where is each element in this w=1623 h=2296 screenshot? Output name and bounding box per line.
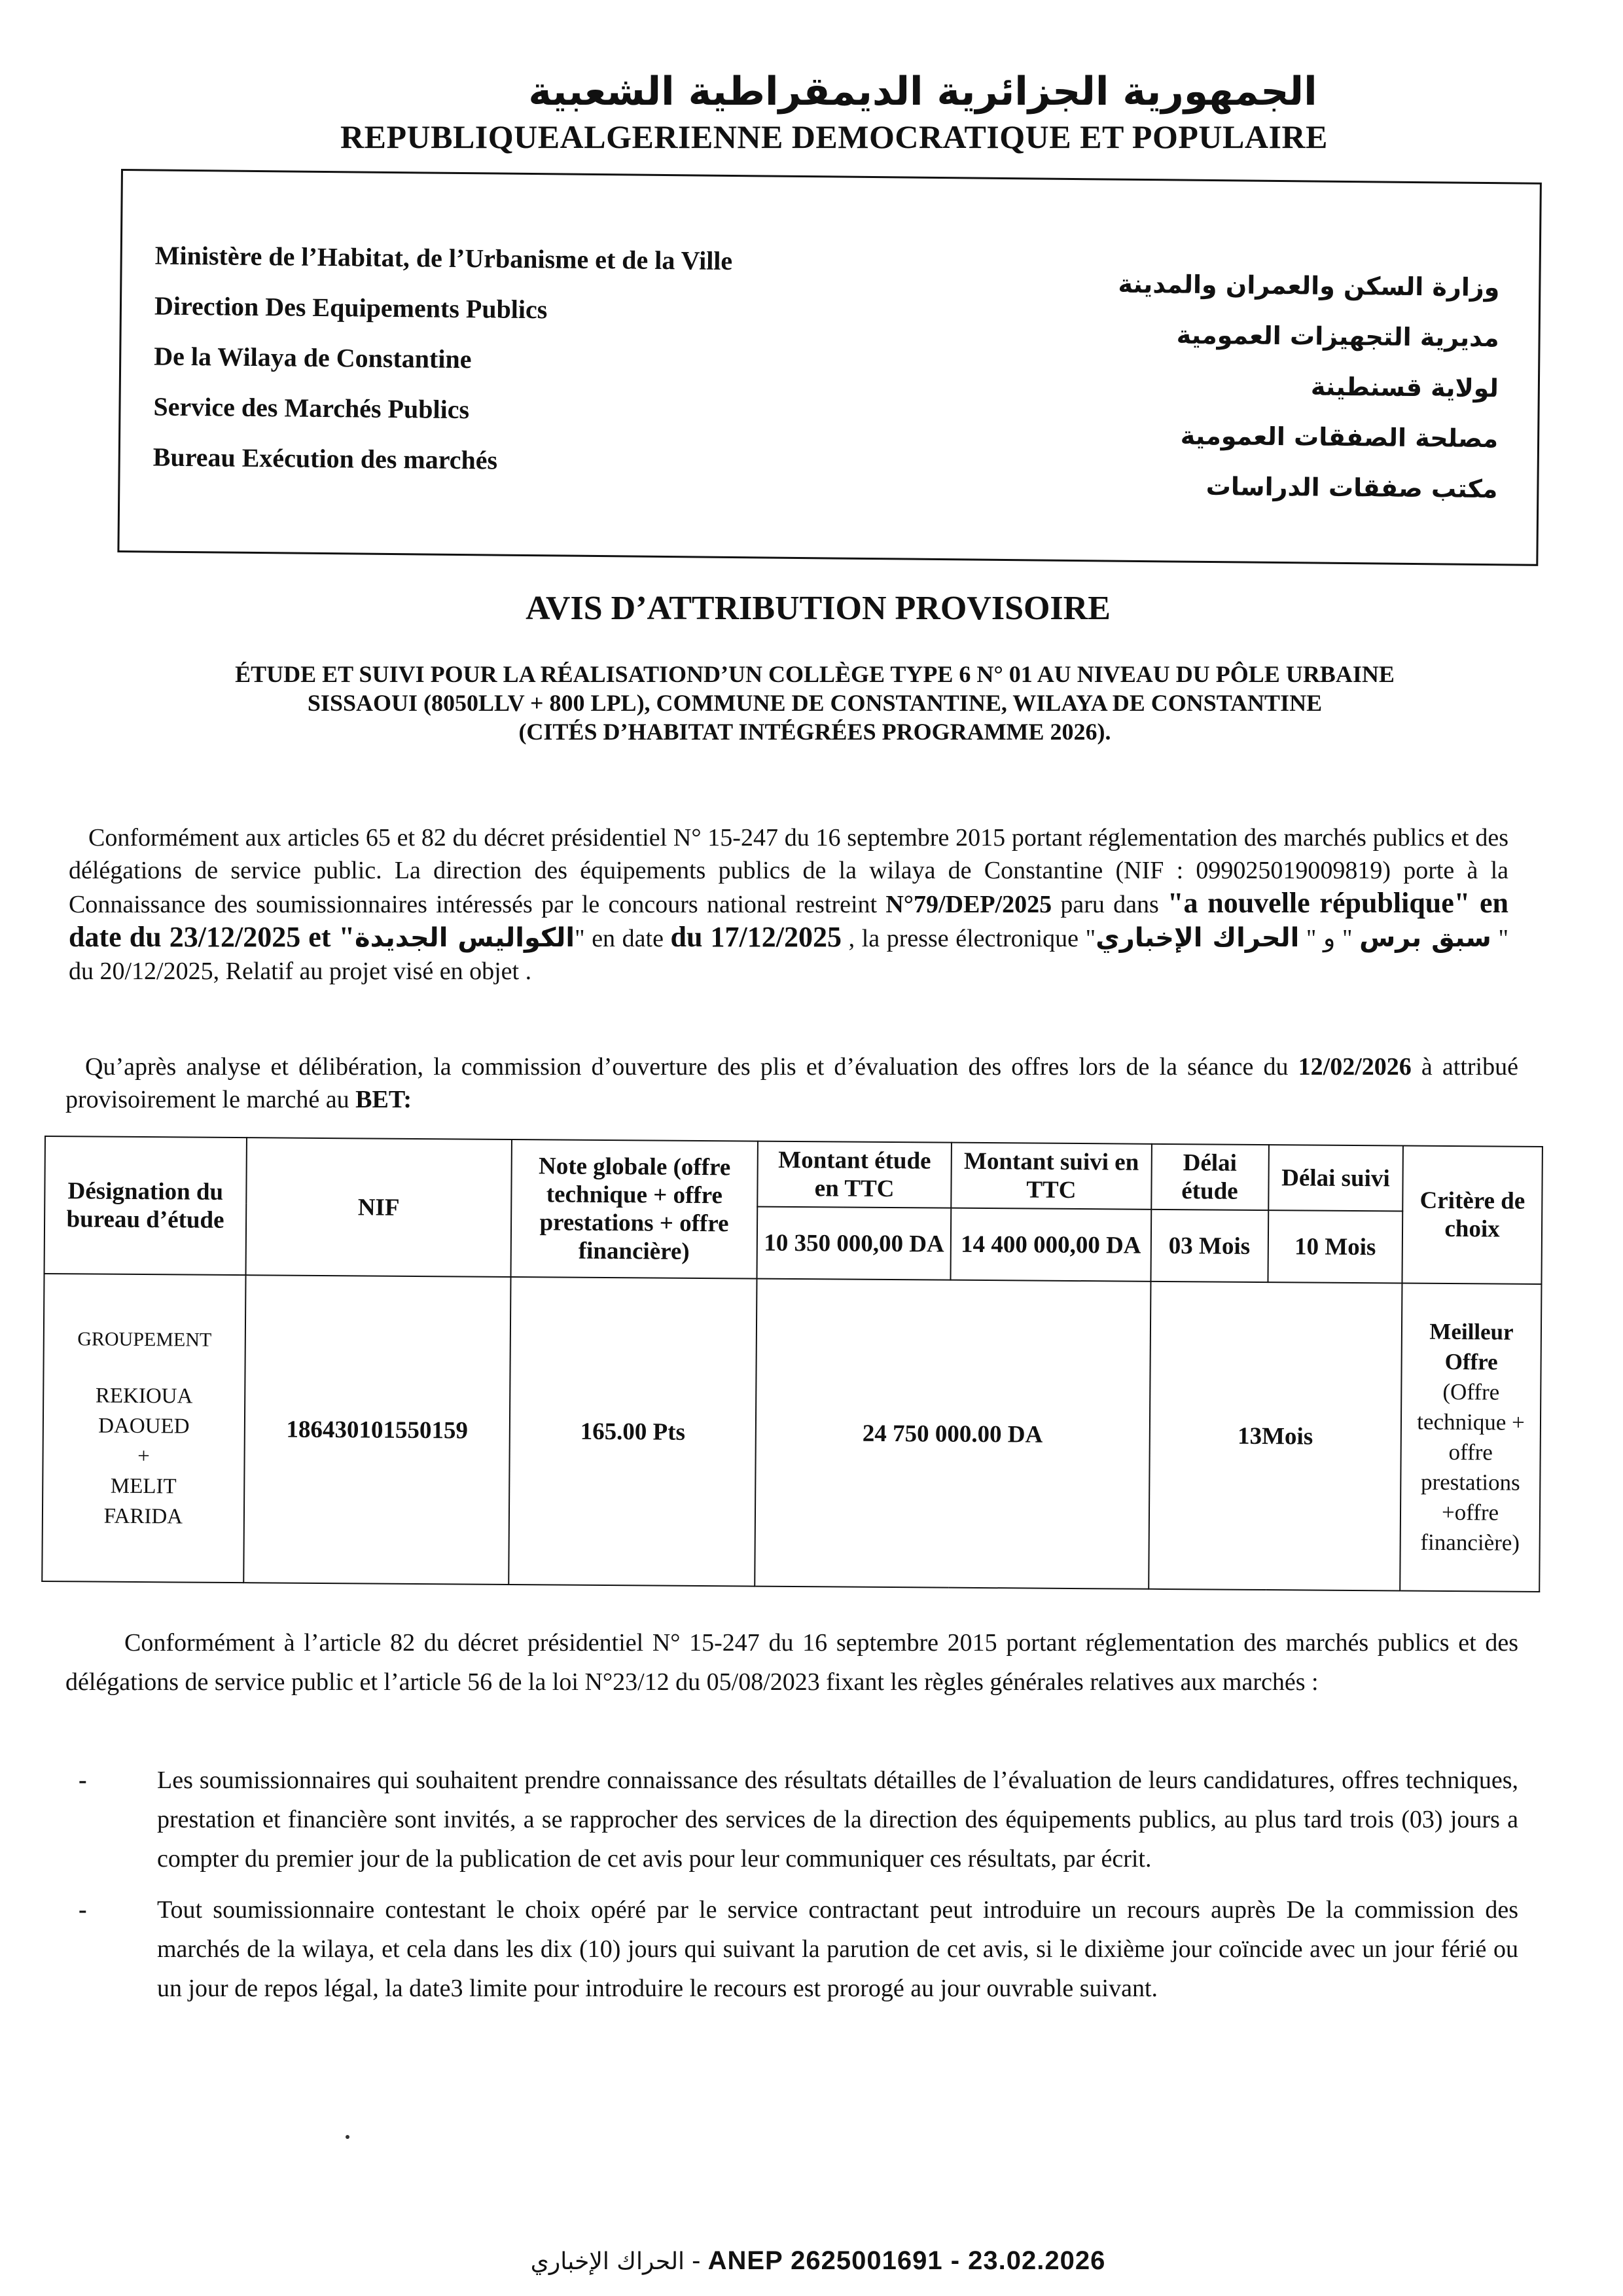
text: " و " — [1299, 925, 1360, 952]
newspaper-1: "a nouvelle république" en date du 23/12/2025 et " — [69, 887, 1508, 953]
footer-reference — [0, 2246, 1623, 2276]
montant-etude-value: 10 350 000,00 DA — [757, 1207, 952, 1280]
header-delai-etude: Délai étude — [1151, 1144, 1269, 1210]
delai-suivi-value: 10 Mois — [1268, 1210, 1402, 1283]
text: paru dans — [1052, 891, 1168, 918]
issuer-line-ar: مديرية التجهيزات العمومية — [1176, 320, 1499, 353]
header-montant-etude: Montant étude en TTC — [757, 1141, 952, 1208]
bureau-name: FARIDA — [103, 1504, 183, 1529]
issuer-line: Service des Marchés Publics — [153, 391, 470, 425]
newspaper-2: الكواليس الجديدة — [355, 923, 575, 953]
issuer-french — [152, 230, 732, 488]
montant-suivi-value: 14 400 000,00 DA — [951, 1208, 1151, 1282]
header-designation: Désignation du bureau d’étude — [45, 1136, 247, 1275]
notice-subject — [111, 660, 1518, 746]
notice-title: AVIS D’ATTRIBUTION PROVISOIRE — [526, 590, 1111, 627]
scan-speck — [346, 2135, 349, 2139]
newspaper-2-date: du 17/12/2025 — [670, 921, 842, 953]
text: " en date — [575, 925, 671, 952]
session-date: 12/02/2026 — [1298, 1053, 1412, 1081]
bullet-text: Tout soumissionnaire contestant le choix opéré par le service contractant peut introduire un recours auprès De la commission des marchés de la wilaya, et cela dans les dix (10) jours qui suivant la parution de cet avis, si le dixième jour coïncide avec un jour férié ou un jour de repos légal, la date3 limite pour introduire le recours est prorogé au jour ouvrable suivant. — [157, 1896, 1518, 2002]
header-note: Note globale (offre technique + offre prestations + offre financière) — [510, 1139, 758, 1279]
text: " du 20/12/2025, Relatif au projet visé en objet . — [69, 925, 1509, 985]
bullet-list — [65, 1761, 1518, 2020]
groupement-label: GROUPEMENT — [77, 1328, 212, 1351]
bureau-name: REKIOUA — [95, 1384, 193, 1408]
dash-bullet-icon: - — [79, 1896, 87, 1924]
critere-main: Meilleur Offre — [1429, 1318, 1514, 1375]
bullet-item — [65, 1890, 1518, 2008]
issuer-line: De la Wilaya de Constantine — [154, 341, 472, 374]
e-press-2: سبق برس — [1359, 923, 1491, 953]
text: Qu’après analyse et délibération, la commission d’ouverture des plis et d’évaluation des offres lors de la séance du — [85, 1053, 1298, 1081]
nif-value: 186430101550159 — [243, 1275, 510, 1585]
text: à attribué provisoirement le marché au — [65, 1053, 1518, 1113]
subject-line: (CITÉS D’HABITAT INTÉGRÉES PROGRAMME 2026). — [518, 719, 1111, 745]
montant-total-value: 24 750 000.00 DA — [755, 1279, 1150, 1589]
bureau-designation — [42, 1274, 245, 1583]
issuer-line: Direction Des Equipements Publics — [154, 291, 548, 325]
arabic-republic-heading: الجمهورية الجزائرية الديمقراطية الشعبية — [528, 69, 1317, 115]
issuer-line-ar: مصلحة الصفقات العمومية — [1180, 421, 1499, 454]
text: , la presse électronique " — [842, 925, 1096, 952]
table-header-row — [45, 1136, 1543, 1212]
paragraph-legal-basis — [69, 821, 1508, 988]
bureau-name: DAOUED — [98, 1414, 190, 1439]
tender-reference: N°79/DEP/2025 — [885, 891, 1052, 918]
critere-value — [1400, 1283, 1541, 1591]
bet-label: BET: — [355, 1086, 412, 1113]
issuer-line: Bureau Exécution des marchés — [152, 442, 498, 475]
footer-separator: - — [685, 2246, 708, 2275]
bullet-item — [65, 1761, 1518, 1878]
header-nif: NIF — [245, 1138, 511, 1277]
delai-etude-value: 03 Mois — [1150, 1210, 1268, 1282]
bureau-name: MELIT — [110, 1474, 177, 1499]
issuer-line-ar: مكتب صفقات الدراسات — [1205, 471, 1498, 504]
bullet-text: Les soumissionnaires qui souhaitent prendre connaissance des résultats détailles de l’évaluation de leurs candidatures, offres techniques, prestation et financière sont invités, a se rapprocher des services de la direction des équipements publics, au plus tard trois (03) jours a compter du premier jour de la publication de cet avis pour leur communiquer ces résultats, par écrit. — [157, 1767, 1518, 1873]
footer-publication: الحراك الإخباري — [530, 2248, 685, 2275]
text: Conformément aux articles 65 et 82 du décret présidentiel N° 15-247 du 16 septembre 2015 portant réglementation des marchés publics et des délégations de service public. La direction des équipements publics de la wilaya de Constantine (NIF : 099025019009819) porte à la Connaissance des soumissionnaires intéressés par le concours national restreint — [69, 824, 1508, 918]
note-value: 165.00 Pts — [508, 1277, 757, 1587]
issuer-line-ar: لولاية قسنطينة — [1310, 372, 1499, 403]
issuer-arabic — [1116, 259, 1500, 515]
header-critere: Critère de choix — [1402, 1145, 1543, 1283]
subject-line: SISSAOUI (8050LLV + 800 LPL), COMMUNE DE CONSTANTINE, WILAYA DE CONSTANTINE — [307, 690, 1323, 716]
header-delai-suivi: Délai suivi — [1268, 1145, 1403, 1211]
subject-line: ÉTUDE ET SUIVI POUR LA RÉALISATIOND’UN COLLÈGE TYPE 6 N° 01 AU NIVEAU DU PÔLE URBAINE — [235, 661, 1395, 687]
issuer-line: Ministère de l’Habitat, de l’Urbanisme et de la Ville — [154, 240, 733, 276]
issuer-line-ar: وزارة السكن والعمران والمدينة — [1118, 269, 1500, 302]
plus-sign: + — [137, 1444, 150, 1469]
delai-total-value: 13Mois — [1149, 1282, 1402, 1591]
paragraph-decision — [65, 1050, 1518, 1116]
paragraph-rights: Conformément à l’article 82 du décret présidentiel N° 15-247 du 16 septembre 2015 portant réglementation des marchés publics et des délégations de service public et l’article 56 de la loi N°23/12 du 05/08/2023 fixant les règles générales relatives aux marchés : — [65, 1629, 1518, 1696]
french-republic-heading: REPUBLIQUEALGERIENNE DEMOCRATIQUE ET POPULAIRE — [340, 118, 1328, 155]
issuer-box — [117, 169, 1542, 566]
award-table — [41, 1136, 1543, 1592]
footer-anep-ref: ANEP 2625001691 - 23.02.2026 — [707, 2246, 1106, 2275]
critere-detail: (Offre technique + offre prestations +offre financière) — [1417, 1378, 1525, 1556]
header-montant-suivi: Montant suivi en TTC — [952, 1143, 1152, 1210]
table-row — [42, 1274, 1541, 1592]
e-press-1: الحراك الإخباري — [1096, 923, 1300, 953]
dash-bullet-icon: - — [79, 1767, 87, 1794]
